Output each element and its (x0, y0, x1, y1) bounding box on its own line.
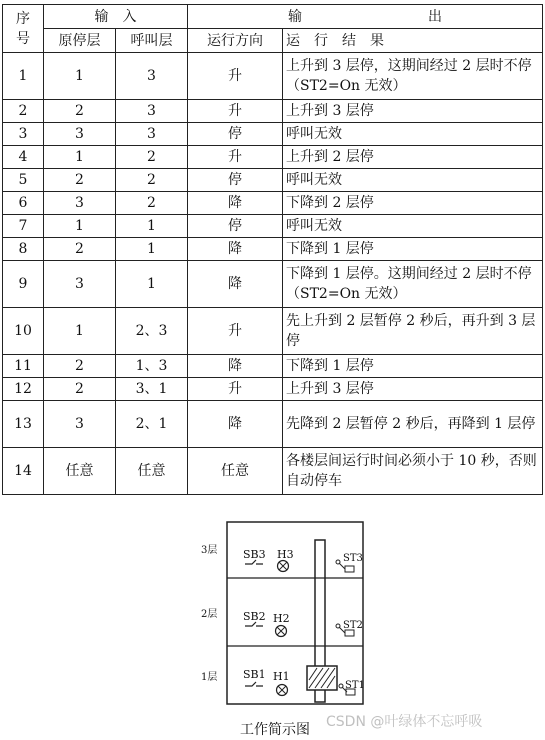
cell-seq: 6 (3, 192, 44, 215)
table-row (3, 123, 543, 146)
cell-result: 先上升到 2 层暂停 2 秒后，再升到 3 层停 (283, 308, 543, 355)
col-direction: 运行方向 (188, 29, 283, 53)
cell-orig-floor: 任意 (44, 448, 116, 495)
cell-result: 上升到 3 层停 (283, 100, 543, 123)
cell-orig-floor: 1 (44, 308, 116, 355)
h3-lamp-icon (278, 561, 289, 572)
header-input: 输 入 (44, 5, 188, 29)
table-row (3, 238, 543, 261)
h1-label: H1 (273, 670, 290, 683)
table-row (3, 169, 543, 192)
cell-result: 呼叫无效 (283, 123, 543, 146)
cell-direction: 升 (188, 146, 283, 169)
st2-label: ST2 (343, 620, 363, 631)
cell-call-floor: 2、3 (116, 308, 188, 355)
table-row (3, 215, 543, 238)
h1-lamp-icon (277, 685, 288, 696)
cell-direction: 停 (188, 169, 283, 192)
table-row (3, 146, 543, 169)
cell-call-floor: 1 (116, 261, 188, 308)
cell-result: 下降到 1 层停 (283, 355, 543, 378)
cell-orig-floor: 1 (44, 215, 116, 238)
cell-direction: 停 (188, 123, 283, 146)
cell-direction: 升 (188, 53, 283, 100)
st1-label: ST1 (345, 680, 365, 691)
cell-call-floor: 3、1 (116, 378, 188, 401)
cell-direction: 降 (188, 261, 283, 308)
cell-seq: 9 (3, 261, 44, 308)
header-seq-bottom: 号 (16, 30, 30, 47)
elevator-car (307, 666, 337, 690)
header-seq (3, 5, 44, 53)
cell-call-floor: 2 (116, 169, 188, 192)
cell-orig-floor: 2 (44, 378, 116, 401)
sb3-label: SB3 (243, 548, 266, 561)
sb2-label: SB2 (243, 610, 266, 623)
col-call-floor: 呼叫层 (116, 29, 188, 53)
table-row (3, 192, 543, 215)
cell-seq: 12 (3, 378, 44, 401)
cell-call-floor: 1 (116, 238, 188, 261)
table-row (3, 448, 543, 495)
table-row (3, 355, 543, 378)
cell-direction: 升 (188, 378, 283, 401)
cell-orig-floor: 1 (44, 53, 116, 100)
cell-direction: 升 (188, 308, 283, 355)
cell-orig-floor: 3 (44, 261, 116, 308)
cell-orig-floor: 3 (44, 401, 116, 448)
sb1-switch-icon (245, 682, 263, 686)
cell-direction: 停 (188, 215, 283, 238)
floor-3-label: 3层 (201, 545, 218, 556)
cell-call-floor: 1、3 (116, 355, 188, 378)
header-seq-top: 序 (16, 10, 30, 27)
cell-orig-floor: 2 (44, 238, 116, 261)
elevator-spec-table (2, 4, 543, 495)
floor-2-label: 2层 (201, 609, 218, 620)
st3-label: ST3 (343, 553, 363, 564)
cell-seq: 13 (3, 401, 44, 448)
cell-seq: 4 (3, 146, 44, 169)
cell-orig-floor: 2 (44, 100, 116, 123)
cell-orig-floor: 1 (44, 146, 116, 169)
cell-result: 下降到 1 层停 (283, 238, 543, 261)
cell-result: 先降到 2 层暂停 2 秒后，再降到 1 层停 (283, 401, 543, 448)
cell-call-floor: 3 (116, 123, 188, 146)
cell-direction: 降 (188, 238, 283, 261)
cell-seq: 10 (3, 308, 44, 355)
cell-direction: 降 (188, 355, 283, 378)
cell-direction: 任意 (188, 448, 283, 495)
h3-label: H3 (277, 548, 294, 561)
table-row (3, 261, 543, 308)
table-row (3, 100, 543, 123)
table-row (3, 378, 543, 401)
cell-seq: 5 (3, 169, 44, 192)
h2-label: H2 (273, 612, 290, 625)
floor-1-label: 1层 (201, 672, 218, 683)
cell-call-floor: 1 (116, 215, 188, 238)
table-body (3, 53, 543, 495)
cell-direction: 升 (188, 100, 283, 123)
cell-result: 上升到 2 层停 (283, 146, 543, 169)
work-diagram (195, 520, 375, 710)
cell-result: 下降到 2 层停 (283, 192, 543, 215)
col-orig-floor: 原停层 (44, 29, 116, 53)
table-row (3, 308, 543, 355)
cell-orig-floor: 3 (44, 123, 116, 146)
table-row (3, 401, 543, 448)
cell-result: 呼叫无效 (283, 169, 543, 192)
watermark: CSDN @叶绿体不忘呼吸 (326, 714, 483, 730)
cell-result: 下降到 1 层停。这期间经过 2 层时不停（ST2=On 无效） (283, 261, 543, 308)
cell-seq: 11 (3, 355, 44, 378)
cell-seq: 14 (3, 448, 44, 495)
cell-call-floor: 2、1 (116, 401, 188, 448)
col-result: 运 行 结 果 (283, 29, 543, 53)
cell-result: 上升到 3 层停 (283, 378, 543, 401)
cell-seq: 1 (3, 53, 44, 100)
h2-lamp-icon (276, 626, 287, 637)
cell-call-floor: 2 (116, 146, 188, 169)
cell-direction: 降 (188, 401, 283, 448)
sb1-label: SB1 (243, 668, 266, 681)
cell-call-floor: 2 (116, 192, 188, 215)
cell-call-floor: 3 (116, 100, 188, 123)
cell-result: 各楼层间运行时间必须小于 10 秒，否则自动停车 (283, 448, 543, 495)
cell-orig-floor: 3 (44, 192, 116, 215)
cell-seq: 7 (3, 215, 44, 238)
cell-orig-floor: 2 (44, 355, 116, 378)
cell-seq: 3 (3, 123, 44, 146)
cell-seq: 2 (3, 100, 44, 123)
cell-result: 上升到 3 层停，这期间经过 2 层时不停（ST2=On 无效） (283, 53, 543, 100)
cell-orig-floor: 2 (44, 169, 116, 192)
header-output: 输 出 (188, 5, 543, 29)
cell-call-floor: 任意 (116, 448, 188, 495)
table-row (3, 53, 543, 100)
diagram-caption: 工作简示图 (240, 722, 310, 738)
cell-seq: 8 (3, 238, 44, 261)
cell-direction: 降 (188, 192, 283, 215)
cell-call-floor: 3 (116, 53, 188, 100)
cell-result: 呼叫无效 (283, 215, 543, 238)
